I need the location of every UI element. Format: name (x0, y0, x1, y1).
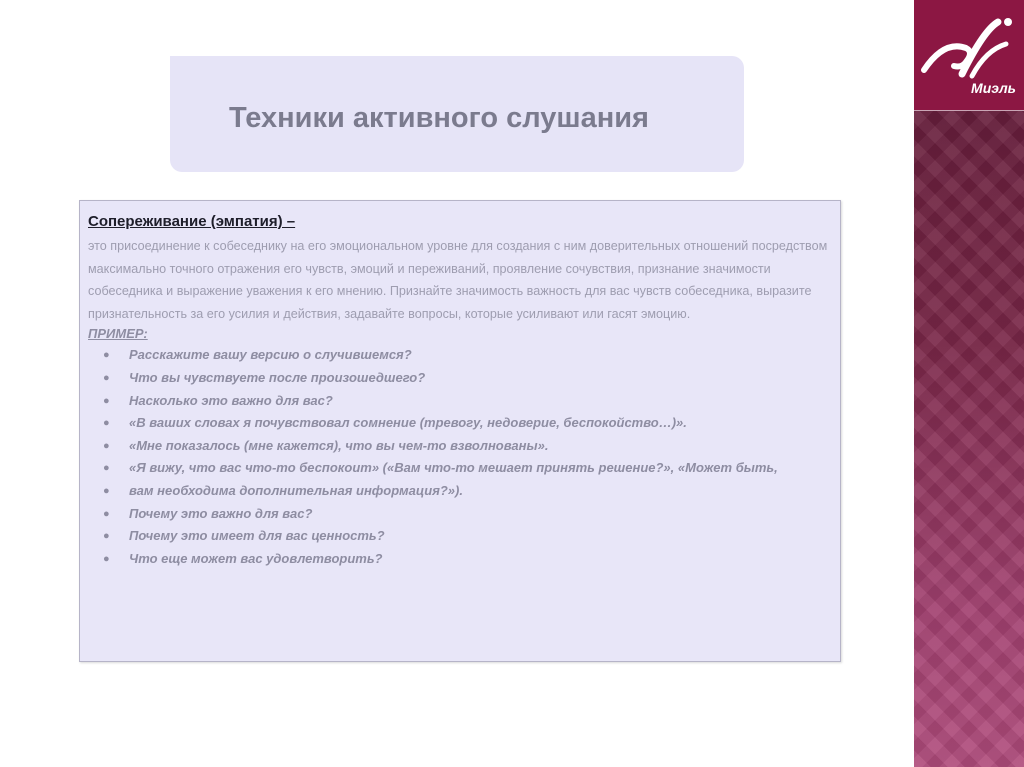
list-item: ● Почему это имеет для вас ценность? (88, 525, 830, 548)
example-label: ПРИМЕР: (88, 326, 148, 342)
bullet-icon: ● (103, 439, 110, 452)
bullet-icon: ● (103, 371, 110, 384)
side-panel (914, 0, 1024, 767)
side-pattern (914, 110, 1024, 767)
term-definition: это присоединение к собеседнику на его эмоциональном уровне для создания с ним доверительных отношений посредством максимально точного отражения его чувств, эмоций и переживаний, проявление сочувствия, признание значимости собеседника и выражение уважения к его мнению. Признайте значимость важность для вас чувств собеседника, выразите признательность за его усилия и действия, задавайте вопросы, которые усиливают или гасят эмоцию. (88, 239, 828, 321)
list-item: ● Расскажите вашу версию о случившемся? (88, 344, 830, 367)
list-item: ● «Мне показалось (мне кажется), что вы чем-то взволнованы». (88, 435, 830, 458)
logo-text: Миэль (971, 80, 1016, 96)
term-heading: Сопереживание (эмпатия) – (88, 213, 296, 230)
list-item: ● Что еще может вас удовлетворить? (88, 548, 830, 571)
list-item: ● Что вы чувствуете после произошедшего? (88, 367, 830, 390)
bullet-icon: ● (103, 349, 110, 362)
content-box (79, 200, 841, 662)
bullet-icon: ● (103, 417, 110, 430)
title-box (170, 56, 744, 172)
example-list (88, 344, 830, 570)
list-item: ● Насколько это важно для вас? (88, 390, 830, 413)
list-item: ● «В ваших словах я почувствовал сомнение (тревогу, недоверие, беспокойство…)». (88, 412, 830, 435)
bullet-icon: ● (103, 552, 110, 565)
brand-logo (914, 0, 1024, 111)
list-item: ● Почему это важно для вас? (88, 503, 830, 526)
list-item: ● «Я вижу, что вас что-то беспокоит» («Вам что-то мешает принять решение?», «Может быть, (88, 457, 830, 480)
bullet-icon: ● (103, 530, 110, 543)
bullet-icon: ● (103, 484, 110, 497)
list-item: ● вам необходима дополнительная информация?»). (88, 480, 830, 503)
bullet-icon: ● (103, 462, 110, 475)
slide-title: Техники активного слушания (229, 101, 649, 134)
bullet-icon: ● (103, 507, 110, 520)
bullet-icon: ● (103, 394, 110, 407)
